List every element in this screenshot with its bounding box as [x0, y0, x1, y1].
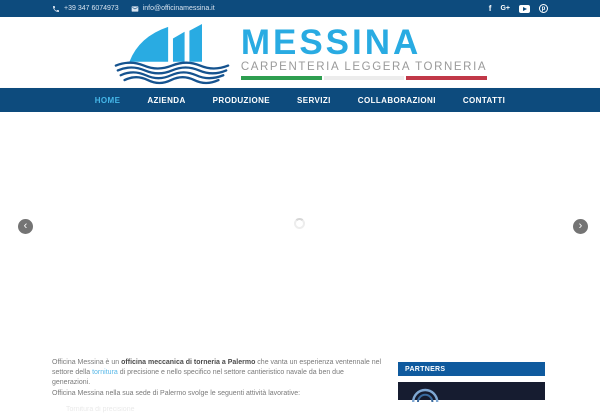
social-links — [489, 4, 548, 13]
nav-item-home[interactable]: HOME — [94, 95, 121, 105]
envelope-icon — [131, 5, 139, 13]
email-contact[interactable] — [131, 5, 215, 13]
about-text-1: Officina Messina è un — [52, 359, 122, 366]
nav-item-produzione[interactable]: PRODUZIONE — [212, 95, 271, 105]
topbar-contacts — [52, 5, 215, 13]
hero-slider — [0, 112, 600, 345]
facebook-icon[interactable]: f — [488, 3, 492, 13]
italian-flag-bar — [241, 76, 487, 80]
phone-icon — [52, 5, 60, 13]
nav-item-contatti[interactable]: CONTATTI — [462, 95, 506, 105]
activity-list-item-partial: Tornitura di precisione — [66, 405, 135, 413]
logo-title: MESSINA — [240, 23, 422, 62]
logo-subtitle: CARPENTERIA LEGGERA TORNERIA — [240, 61, 488, 73]
main-nav — [0, 88, 600, 112]
phone-contact[interactable] — [52, 5, 119, 13]
sailboat-logo-icon — [113, 23, 231, 83]
phone-number: +39 347 6074973 — [64, 5, 119, 12]
slider-next-button[interactable]: › — [573, 219, 588, 234]
pinterest-icon[interactable]: p — [539, 4, 548, 13]
youtube-icon[interactable] — [519, 5, 530, 13]
about-line-2: Officina Messina nella sua sede di Palermo svolge le seguenti attività lavorative: — [52, 390, 301, 398]
about-text-3: di precisione e nello specifico nel settore cantieristico navale da ben due generazioni. — [52, 369, 344, 387]
email-address: info@officinamessina.it — [142, 5, 215, 12]
partner-logo-box[interactable] — [398, 382, 545, 400]
nav-item-azienda[interactable]: AZIENDA — [147, 95, 186, 105]
google-plus-icon[interactable]: G+ — [500, 5, 510, 12]
loading-spinner-icon — [294, 218, 305, 229]
partners-heading: PARTNERS — [398, 362, 545, 376]
nav-item-collaborazioni[interactable]: COLLABORAZIONI — [357, 95, 436, 105]
site-header — [0, 17, 600, 88]
about-paragraph — [52, 358, 382, 415]
slider-prev-button[interactable]: ‹ — [18, 219, 33, 234]
logo-text — [241, 25, 487, 80]
about-text-2: che vanta un esperienza ventennale nel settore della — [52, 359, 382, 377]
nav-item-servizi[interactable]: SERVIZI — [297, 95, 331, 105]
about-bold-text: officina meccanica di torneria a Palermo — [121, 359, 256, 366]
top-bar — [0, 0, 600, 17]
tornitura-link[interactable]: tornitura — [92, 369, 118, 377]
partner-logo-arcs-icon — [406, 386, 446, 402]
